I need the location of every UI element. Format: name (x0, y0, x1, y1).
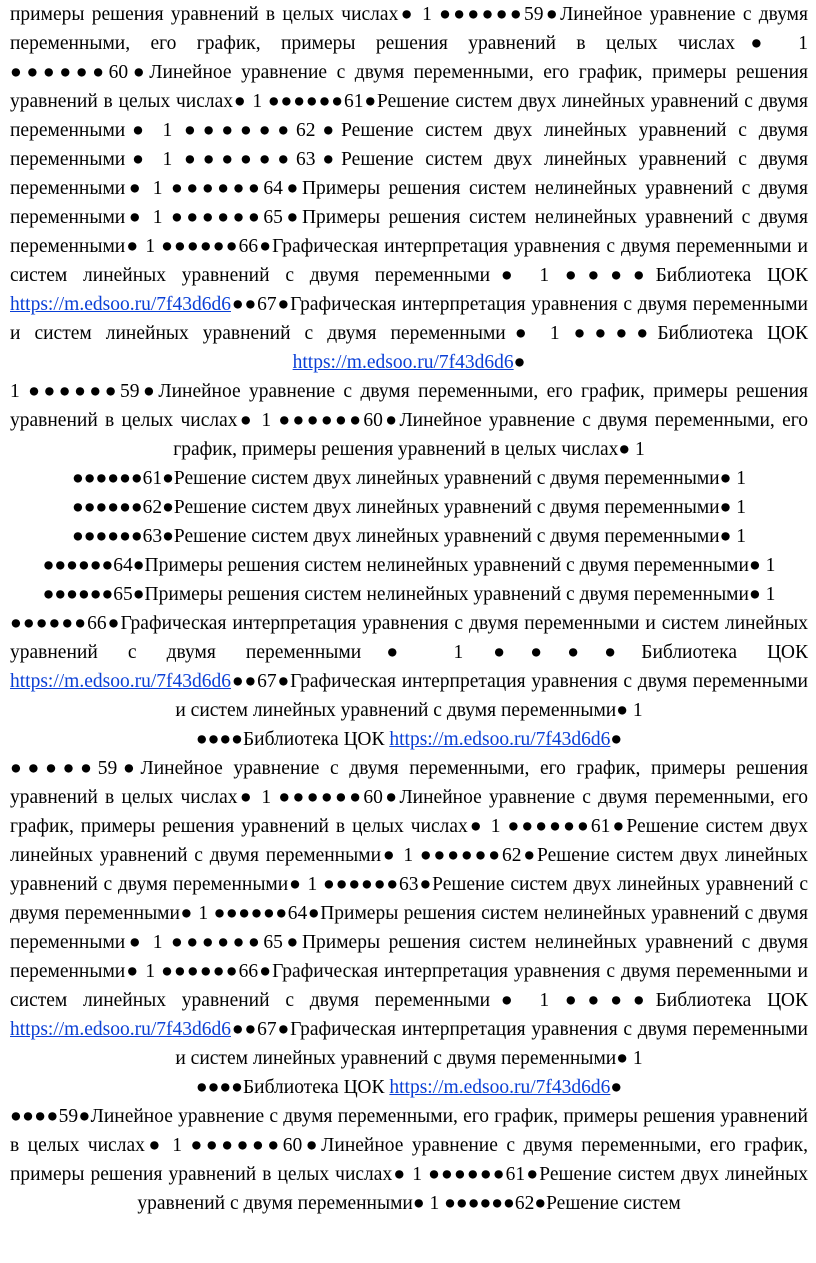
text-run: ●●●●●●62●Решение систем двух линейных уравнений с двумя переменными● 1 (71, 497, 747, 518)
text-run: примеры решения уравнений в целых числах● 1 ●●●●●●59●Линейное уравнение с двумя переменными, его график, примеры решения уравнений в целых числах● 1 ●●●●●●60●Линейное уравнение с двумя переменными, его график, примеры решения уравнений в целых числах● 1 ●●●●●●61●Решение систем двух линейных уравнений с двумя переменными● 1 ●●●●●●62●Решение систем двух линейных уравнений с двумя переменными● 1 ●●●●●●63●Решение систем двух линейных уравнений с двумя переменными● 1 ●●●●●●64●Примеры решения систем нелинейных уравнений с двумя переменными● 1 ●●●●●●65●Примеры решения систем нелинейных уравнений с двумя переменными● 1 ●●●●●●66●Графическая интерпретация уравнения с двумя переменными и систем линейных уравнений с двумя переменными● 1 ●●●●Библиотека ЦОК (10, 4, 808, 286)
library-link[interactable]: https://m.edsoo.ru/7f43d6d6 (10, 294, 231, 315)
library-link[interactable]: https://m.edsoo.ru/7f43d6d6 (292, 352, 514, 373)
text-run: ●●●●●●64●Примеры решения систем нелинейных уравнений с двумя переменными● 1 (42, 555, 776, 576)
text-run: ●●●●Библиотека ЦОК (195, 729, 390, 750)
text-run: ●●●●●●66●Графическая интерпретация уравнения с двумя переменными и систем линейных уравнений с двумя переменными● 1 ●●●●Библиотека ЦОК (10, 613, 808, 663)
text-run: ●●67●Графическая интерпретация уравнения с двумя переменными и систем линейных уравнений с двумя переменными● 1 (175, 1019, 808, 1069)
text-run: ● (513, 352, 526, 373)
document-page (10, 0, 808, 1218)
paragraph (10, 1102, 808, 1218)
text-run: ●●●●●●63●Решение систем двух линейных уравнений с двумя переменными● 1 (71, 526, 747, 547)
text-run: ●●●●●59●Линейное уравнение с двумя переменными, его график, примеры решения уравнений в целых числах● 1 ●●●●●●60●Линейное уравнение с двумя переменными, его график, примеры решения уравнений в целых числах● 1 ●●●●●●61●Решение систем двух линейных уравнений с двумя переменными● 1 ●●●●●●62●Решение систем двух линейных уравнений с двумя переменными● 1 ●●●●●●63●Решение систем двух линейных уравнений с двумя переменными● 1 ●●●●●●64●Примеры решения систем нелинейных уравнений с двумя переменными● 1 ●●●●●●65●Примеры решения систем нелинейных уравнений с двумя переменными● 1 ●●●●●●66●Графическая интерпретация уравнения с двумя переменными и систем линейных уравнений с двумя переменными● 1 ●●●●Библиотека ЦОК (10, 758, 808, 1011)
text-run: ●●●●Библиотека ЦОК (195, 1077, 390, 1098)
text-run: ●●●●●●61●Решение систем двух линейных уравнений с двумя переменными● 1 (71, 468, 747, 489)
paragraph (10, 377, 808, 464)
paragraph (10, 1073, 808, 1102)
text-run: ●●●●●●65●Примеры решения систем нелинейных уравнений с двумя переменными● 1 (42, 584, 776, 605)
text-run: ●●67●Графическая интерпретация уравнения с двумя переменными и систем линейных уравнений с двумя переменными● 1 (175, 671, 808, 721)
paragraph (10, 725, 808, 754)
text-run: 1 ●●●●●●59●Линейное уравнение с двумя переменными, его график, примеры решения уравнений в целых числах● 1 ●●●●●●60●Линейное уравнение с двумя переменными, его график, примеры решения уравнений в целых числах● 1 (10, 381, 808, 460)
library-link[interactable]: https://m.edsoo.ru/7f43d6d6 (10, 671, 231, 692)
paragraph (10, 0, 808, 377)
text-run: ●●67●Графическая интерпретация уравнения с двумя переменными и систем линейных уравнений с двумя переменными● 1 ●●●●Библиотека ЦОК (10, 294, 808, 344)
paragraph (10, 551, 808, 580)
paragraph (10, 754, 808, 1073)
paragraph (10, 493, 808, 522)
paragraph (10, 522, 808, 551)
library-link[interactable]: https://m.edsoo.ru/7f43d6d6 (389, 729, 611, 750)
paragraph (10, 580, 808, 609)
text-run: ● (610, 1077, 623, 1098)
paragraph (10, 464, 808, 493)
library-link[interactable]: https://m.edsoo.ru/7f43d6d6 (10, 1019, 231, 1040)
paragraph (10, 609, 808, 725)
text-run: ● (610, 729, 623, 750)
library-link[interactable]: https://m.edsoo.ru/7f43d6d6 (389, 1077, 611, 1098)
text-run: ●●●●59●Линейное уравнение с двумя переменными, его график, примеры решения уравнений в целых числах● 1 ●●●●●●60●Линейное уравнение с двумя переменными, его график, примеры решения уравнений в целых числах● 1 ●●●●●●61●Решение систем двух линейных уравнений с двумя переменными● 1 ●●●●●●62●Решение систем (10, 1106, 808, 1214)
